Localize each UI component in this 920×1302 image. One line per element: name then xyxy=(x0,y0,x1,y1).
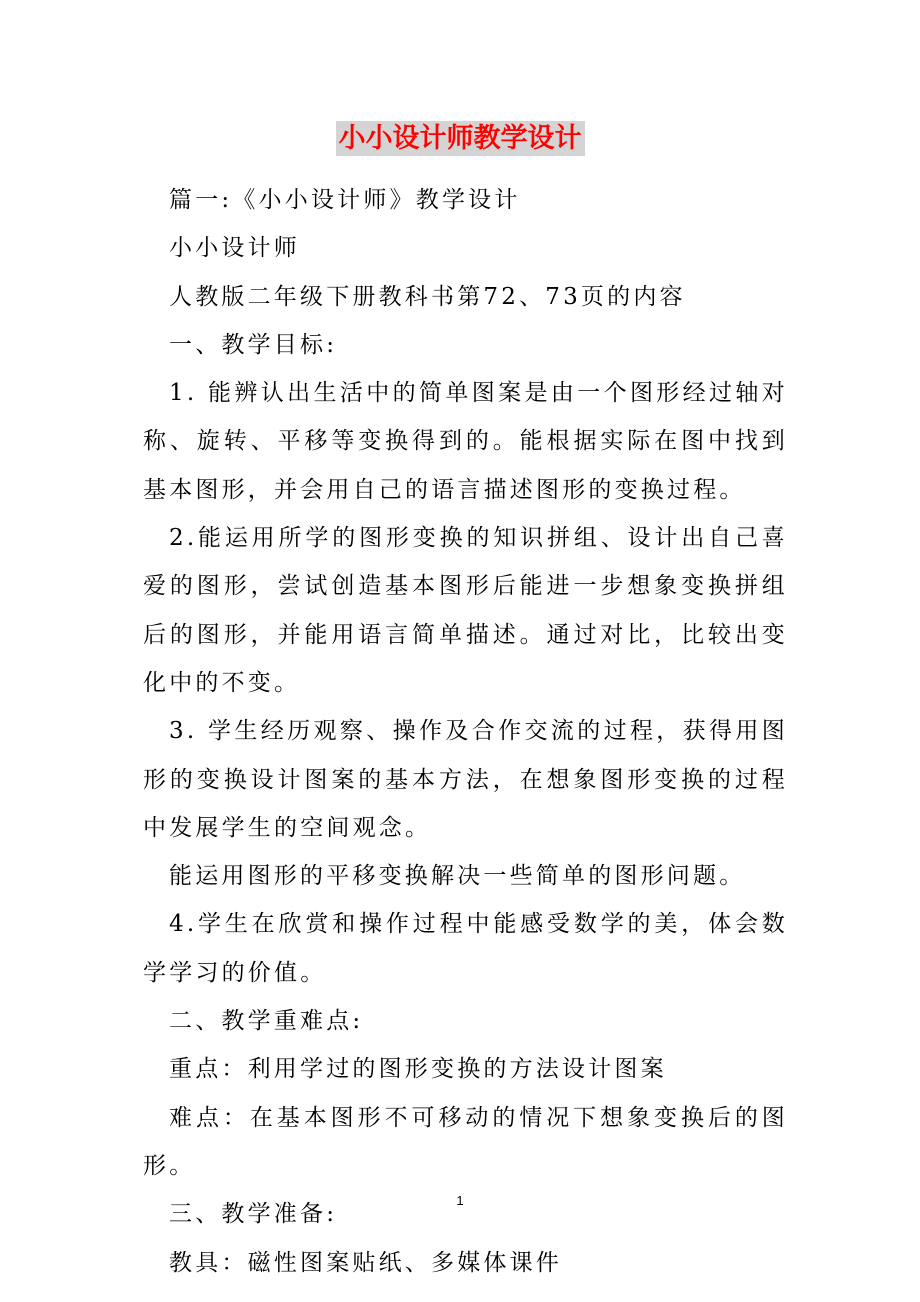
paragraph: 4.学生在欣赏和操作过程中能感受数学的美，体会数学学习的价值。 xyxy=(143,911,788,986)
paragraph: 3. 学生经历观察、操作及合作交流的过程，获得用图形的变换设计图案的基本方法，在想象图形变换的过程中发展学生的空间观念。 xyxy=(143,718,788,841)
paragraph: 能运用图形的平移变换解决一些简单的图形问题。 xyxy=(169,863,746,890)
page-number: 1 xyxy=(456,1193,464,1208)
paragraph: 小小设计师 xyxy=(169,235,300,262)
paragraph: 2.能运用所学的图形变换的知识拼组、设计出自己喜爱的图形，尝试创造基本图形后能进一步想象变换拼组后的图形，并能用语言简单描述。通过对比，比较出变化中的不变。 xyxy=(143,525,788,696)
paragraph: 篇一:《小小设计师》教学设计 xyxy=(169,187,521,213)
paragraph: 难点：在基本图形不可移动的情况下想象变换后的图形。 xyxy=(143,1104,788,1179)
paragraph: 教具：磁性图案贴纸、多媒体课件 xyxy=(169,1249,562,1276)
paragraph: 人教版二年级下册教科书第72、73页的内容 xyxy=(169,283,686,310)
paragraph: 二、教学重难点: xyxy=(169,1008,364,1035)
paragraph: 1. 能辨认出生活中的简单图案是由一个图形经过轴对称、旋转、平移等变换得到的。能根据实际在图中找到基本图形，并会用自己的语言描述图形的变换过程。 xyxy=(143,380,788,503)
paragraph: 一、教学目标: xyxy=(169,331,338,358)
document-body xyxy=(143,176,788,1287)
paragraph: 重点：利用学过的图形变换的方法设计图案 xyxy=(169,1056,667,1083)
title-text: 小小设计师教学设计 xyxy=(336,121,585,156)
paragraph: 三、教学准备: xyxy=(169,1201,338,1228)
document-title xyxy=(0,116,920,155)
